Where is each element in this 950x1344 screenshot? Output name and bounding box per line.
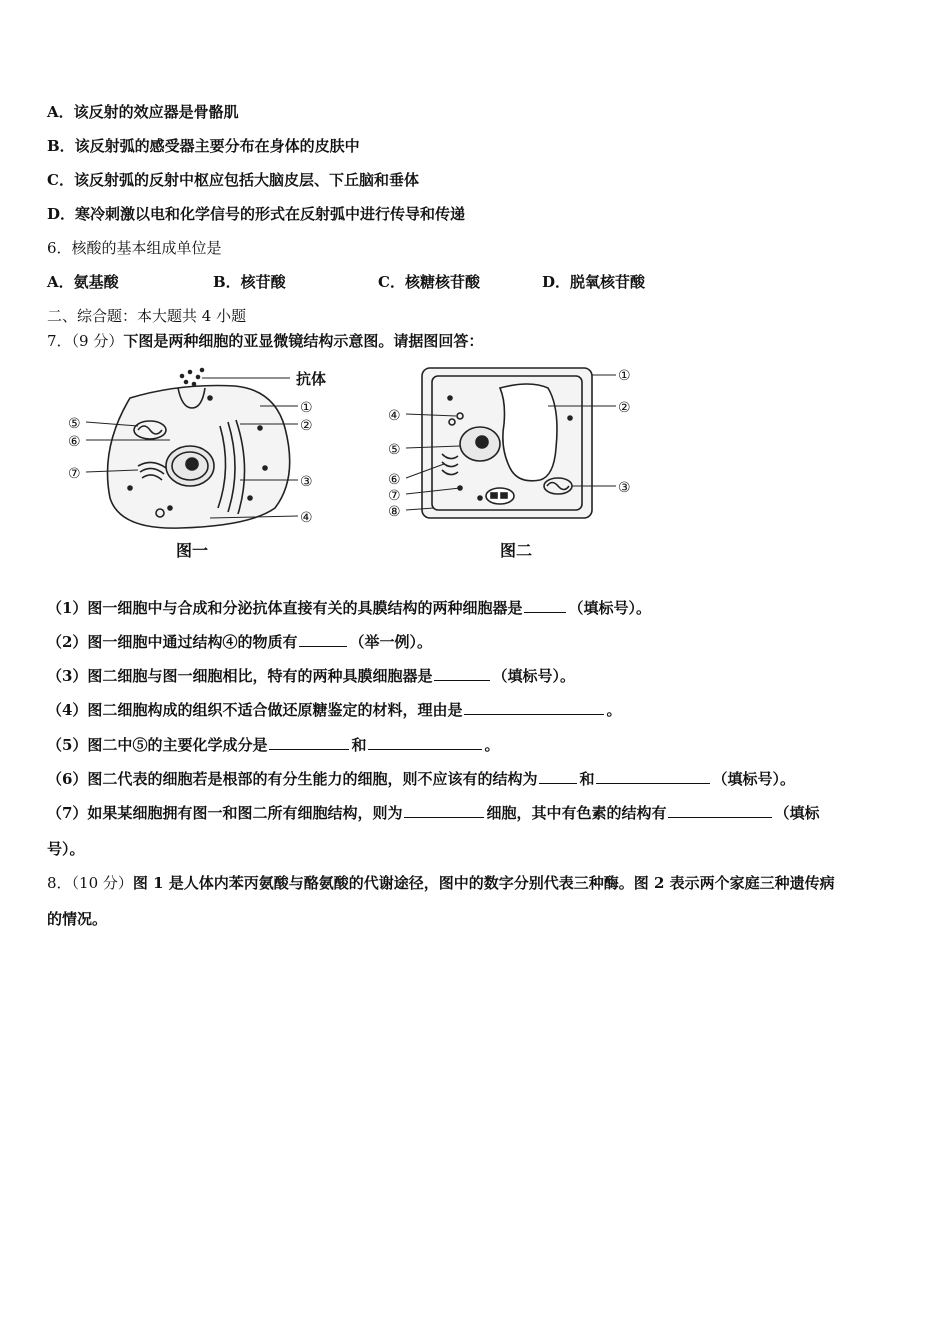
q5-option-c: C．该反射弧的反射中枢应包括大脑皮层、下丘脑和垂体 [47, 171, 419, 189]
answer-blank[interactable] [596, 767, 710, 784]
q7-sub3-tail: （填标号）。 [492, 667, 575, 685]
figure1-cell [108, 369, 290, 529]
q7-sub6-tail: （填标号）。 [712, 770, 795, 788]
q7-sub7-tail: （填标 [774, 804, 820, 822]
figure1-caption: 图一 [176, 541, 209, 560]
fig1-label-4: ④ [300, 510, 313, 526]
q7-stem-text: 下图是两种细胞的亚显微镜结构示意图。请据图回答： [123, 332, 484, 350]
q7-sub5-tail: 。 [484, 736, 500, 754]
q7-sub5 [47, 733, 499, 756]
q7-sub6-and: 和 [579, 770, 595, 788]
fig2-label-1: ① [618, 368, 631, 384]
answer-blank[interactable] [269, 733, 349, 750]
q7-number: 7．（9 分） [47, 332, 124, 350]
q7-sub3 [47, 664, 575, 687]
q6-option-d: D．脱氧核苷酸 [542, 273, 646, 291]
q6-option-c: C．核糖核苷酸 [378, 273, 480, 291]
q7-sub7-continued: 号）。 [47, 840, 85, 858]
fig2-label-6: ⑥ [388, 472, 401, 488]
fig1-label-2: ② [300, 418, 313, 434]
fig1-label-3: ③ [300, 474, 313, 490]
q7-sub7-text: （7）如果某细胞拥有图一和图二所有细胞结构，则为 [47, 804, 403, 822]
fig2-label-3: ③ [618, 480, 631, 496]
figure2-caption: 图二 [500, 541, 533, 560]
answer-blank[interactable] [464, 698, 604, 715]
answer-blank[interactable] [434, 664, 490, 681]
q7-sub6 [47, 767, 795, 790]
q6-options [47, 271, 907, 293]
antibody-label: 抗体 [296, 370, 327, 388]
answer-blank[interactable] [539, 767, 577, 784]
q7-sub2 [47, 630, 432, 653]
figure2-cell [422, 368, 592, 518]
q8-stem-text: 图 1 是人体内苯丙氨酸与酪氨酸的代谢途径，图中的数字分别代表三种酶。图 2 表示两个家庭三种遗传病 [132, 874, 835, 892]
q7-sub2-text: （2）图一细胞中通过结构④的物质有 [47, 633, 298, 651]
q7-sub7 [47, 801, 819, 824]
cell-diagrams-svg [60, 358, 660, 568]
fig2-label-7: ⑦ [388, 488, 401, 504]
answer-blank[interactable] [368, 733, 482, 750]
q7-sub3-text: （3）图二细胞与图一细胞相比，特有的两种具膜细胞器是 [47, 667, 433, 685]
q8-stem [47, 872, 835, 894]
answer-blank[interactable] [404, 801, 484, 818]
q7-sub4-text: （4）图二细胞构成的组织不适合做还原糖鉴定的材料，理由是 [47, 701, 463, 719]
q7-sub2-tail: （举一例）。 [349, 633, 432, 651]
fig2-label-4: ④ [388, 408, 401, 424]
fig2-label-5: ⑤ [388, 442, 401, 458]
fig1-label-7: ⑦ [68, 466, 81, 482]
q8-number: 8．（10 分） [47, 874, 133, 892]
q7-sub1-tail: （填标号）。 [568, 599, 651, 617]
q5-option-b: B．该反射弧的感受器主要分布在身体的皮肤中 [47, 137, 360, 155]
q5-option-a: A．该反射的效应器是骨骼肌 [47, 103, 239, 121]
q6-option-a: A．氨基酸 [47, 273, 119, 291]
fig1-label-5: ⑤ [68, 416, 81, 432]
q7-sub5-text: （5）图二中⑤的主要化学成分是 [47, 736, 268, 754]
fig2-label-2: ② [618, 400, 631, 416]
q8-stem-continued: 的情况。 [47, 910, 108, 928]
q7-stem [47, 330, 483, 352]
q7-sub1-text: （1）图一细胞中与合成和分泌抗体直接有关的具膜结构的两种细胞器是 [47, 599, 523, 617]
q7-sub4 [47, 698, 621, 721]
q7-sub6-text: （6）图二代表的细胞若是根部的有分生能力的细胞，则不应该有的结构为 [47, 770, 538, 788]
section-heading: 二、综合题：本大题共 4 小题 [47, 307, 247, 325]
answer-blank[interactable] [299, 630, 347, 647]
q7-sub4-tail: 。 [606, 701, 622, 719]
fig1-label-6: ⑥ [68, 434, 81, 450]
q6-stem: 6．核酸的基本组成单位是 [47, 239, 222, 257]
q5-option-d: D．寒冷刺激以电和化学信号的形式在反射弧中进行传导和传递 [47, 205, 466, 223]
answer-blank[interactable] [668, 801, 772, 818]
fig1-label-1: ① [300, 400, 313, 416]
q7-sub7-middle: 细胞，其中有色素的结构有 [486, 804, 667, 822]
cell-diagrams [60, 358, 660, 568]
q7-sub5-and: 和 [351, 736, 367, 754]
q6-option-b: B．核苷酸 [213, 273, 286, 291]
fig2-label-8: ⑧ [388, 504, 401, 520]
q7-sub1 [47, 596, 651, 619]
answer-blank[interactable] [524, 596, 566, 613]
